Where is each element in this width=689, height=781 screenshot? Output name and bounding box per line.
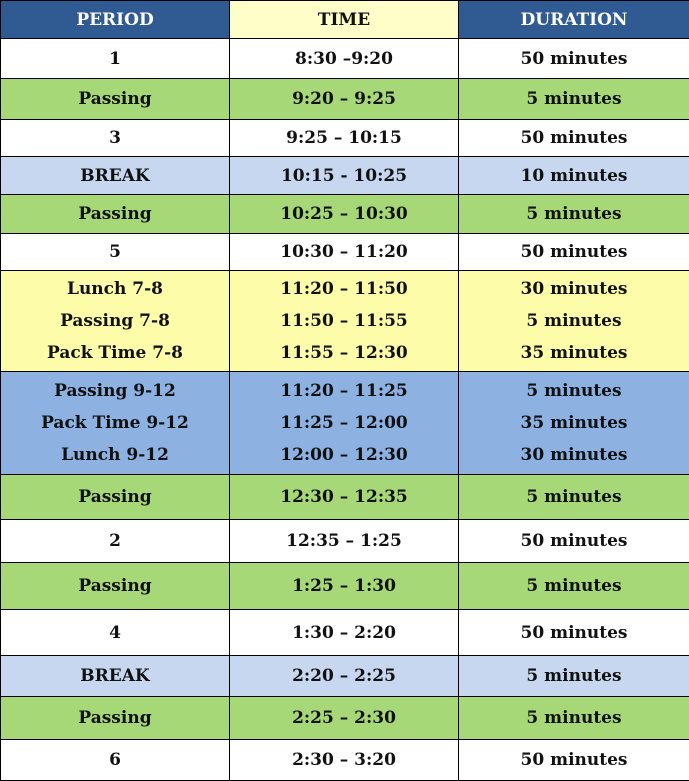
period-cell — [1, 475, 230, 520]
time-text: 10:15 - 10:25 — [230, 160, 458, 192]
duration-cell — [459, 234, 689, 271]
period-text: 1 — [1, 43, 229, 75]
duration-text: 10 minutes — [459, 160, 689, 192]
period-cell — [1, 195, 230, 234]
time-text: 12:00 – 12:30 — [230, 439, 458, 471]
period-column-header: PERIOD — [1, 1, 230, 39]
duration-text: 30 minutes — [459, 439, 689, 471]
time-text: 2:20 – 2:25 — [230, 660, 458, 692]
time-text: 1:25 – 1:30 — [230, 570, 458, 602]
period-text: Pack Time 9-12 — [1, 407, 229, 439]
time-text: 2:25 – 2:30 — [230, 702, 458, 734]
schedule-row — [1, 79, 689, 120]
period-cell — [1, 157, 230, 195]
period-cell — [1, 740, 230, 781]
period-text: Passing — [1, 481, 229, 513]
schedule-row — [1, 740, 689, 781]
duration-cell — [459, 740, 689, 781]
duration-cell — [459, 79, 689, 120]
period-text: 3 — [1, 122, 229, 154]
time-text: 11:55 – 12:30 — [230, 337, 458, 369]
time-text: 2:30 – 3:20 — [230, 744, 458, 776]
schedule-row — [1, 271, 689, 372]
table-body — [1, 39, 689, 781]
time-text: 12:30 – 12:35 — [230, 481, 458, 513]
period-cell — [1, 697, 230, 740]
time-cell — [230, 656, 459, 697]
period-cell — [1, 563, 230, 610]
period-cell — [1, 656, 230, 697]
duration-text: 5 minutes — [459, 198, 689, 230]
period-text: 4 — [1, 617, 229, 649]
time-text: 8:30 –9:20 — [230, 43, 458, 75]
duration-text: 5 minutes — [459, 481, 689, 513]
time-text: 12:35 – 1:25 — [230, 525, 458, 557]
period-text: Passing — [1, 570, 229, 602]
schedule-row — [1, 234, 689, 271]
period-text: Lunch 9-12 — [1, 439, 229, 471]
time-cell — [230, 740, 459, 781]
duration-text: 50 minutes — [459, 744, 689, 776]
period-text: 2 — [1, 525, 229, 557]
period-text: Passing — [1, 702, 229, 734]
duration-cell — [459, 120, 689, 157]
time-cell — [230, 697, 459, 740]
duration-column-header: DURATION — [459, 1, 689, 39]
time-cell — [230, 234, 459, 271]
period-cell — [1, 520, 230, 563]
period-cell — [1, 372, 230, 475]
time-cell — [230, 195, 459, 234]
schedule-row — [1, 372, 689, 475]
duration-text: 5 minutes — [459, 305, 689, 337]
duration-cell — [459, 271, 689, 372]
duration-cell — [459, 157, 689, 195]
period-text: Lunch 7-8 — [1, 273, 229, 305]
time-text: 10:30 – 11:20 — [230, 236, 458, 268]
time-cell — [230, 79, 459, 120]
schedule-row — [1, 520, 689, 563]
duration-text: 30 minutes — [459, 273, 689, 305]
period-cell — [1, 271, 230, 372]
period-text: Passing — [1, 198, 229, 230]
period-cell — [1, 79, 230, 120]
time-text: 10:25 – 10:30 — [230, 198, 458, 230]
period-cell — [1, 234, 230, 271]
period-cell — [1, 120, 230, 157]
duration-text: 5 minutes — [459, 702, 689, 734]
schedule-row — [1, 563, 689, 610]
time-cell — [230, 271, 459, 372]
schedule-row — [1, 610, 689, 656]
duration-cell — [459, 563, 689, 610]
time-cell — [230, 157, 459, 195]
duration-text: 35 minutes — [459, 337, 689, 369]
duration-cell — [459, 195, 689, 234]
period-text: Passing 9-12 — [1, 375, 229, 407]
duration-cell — [459, 39, 689, 79]
time-text: 1:30 – 2:20 — [230, 617, 458, 649]
period-text: Passing — [1, 83, 229, 115]
time-text: 9:25 – 10:15 — [230, 122, 458, 154]
duration-cell — [459, 697, 689, 740]
time-cell — [230, 39, 459, 79]
duration-text: 5 minutes — [459, 570, 689, 602]
period-text: BREAK — [1, 660, 229, 692]
duration-cell — [459, 610, 689, 656]
period-cell — [1, 610, 230, 656]
period-text: Passing 7-8 — [1, 305, 229, 337]
schedule-row — [1, 157, 689, 195]
duration-text: 35 minutes — [459, 407, 689, 439]
time-text: 9:20 – 9:25 — [230, 83, 458, 115]
duration-text: 50 minutes — [459, 236, 689, 268]
duration-text: 50 minutes — [459, 525, 689, 557]
time-cell — [230, 563, 459, 610]
schedule-row — [1, 195, 689, 234]
time-text: 11:25 – 12:00 — [230, 407, 458, 439]
time-text: 11:20 – 11:25 — [230, 375, 458, 407]
time-text: 11:20 – 11:50 — [230, 273, 458, 305]
schedule-row — [1, 475, 689, 520]
schedule-row — [1, 656, 689, 697]
table-header — [1, 1, 689, 39]
time-cell — [230, 475, 459, 520]
duration-text: 50 minutes — [459, 617, 689, 649]
duration-text: 50 minutes — [459, 43, 689, 75]
period-cell — [1, 39, 230, 79]
period-text: 6 — [1, 744, 229, 776]
time-text: 11:50 – 11:55 — [230, 305, 458, 337]
duration-cell — [459, 520, 689, 563]
schedule-row — [1, 697, 689, 740]
period-text: Pack Time 7-8 — [1, 337, 229, 369]
time-cell — [230, 520, 459, 563]
period-text: 5 — [1, 236, 229, 268]
time-cell — [230, 372, 459, 475]
duration-text: 50 minutes — [459, 122, 689, 154]
duration-text: 5 minutes — [459, 375, 689, 407]
duration-cell — [459, 475, 689, 520]
duration-text: 5 minutes — [459, 83, 689, 115]
duration-cell — [459, 656, 689, 697]
duration-text: 5 minutes — [459, 660, 689, 692]
schedule-row — [1, 120, 689, 157]
duration-cell — [459, 372, 689, 475]
header-row — [1, 1, 689, 39]
schedule-row — [1, 39, 689, 79]
time-cell — [230, 120, 459, 157]
time-column-header: TIME — [230, 1, 459, 39]
period-text: BREAK — [1, 160, 229, 192]
time-cell — [230, 610, 459, 656]
